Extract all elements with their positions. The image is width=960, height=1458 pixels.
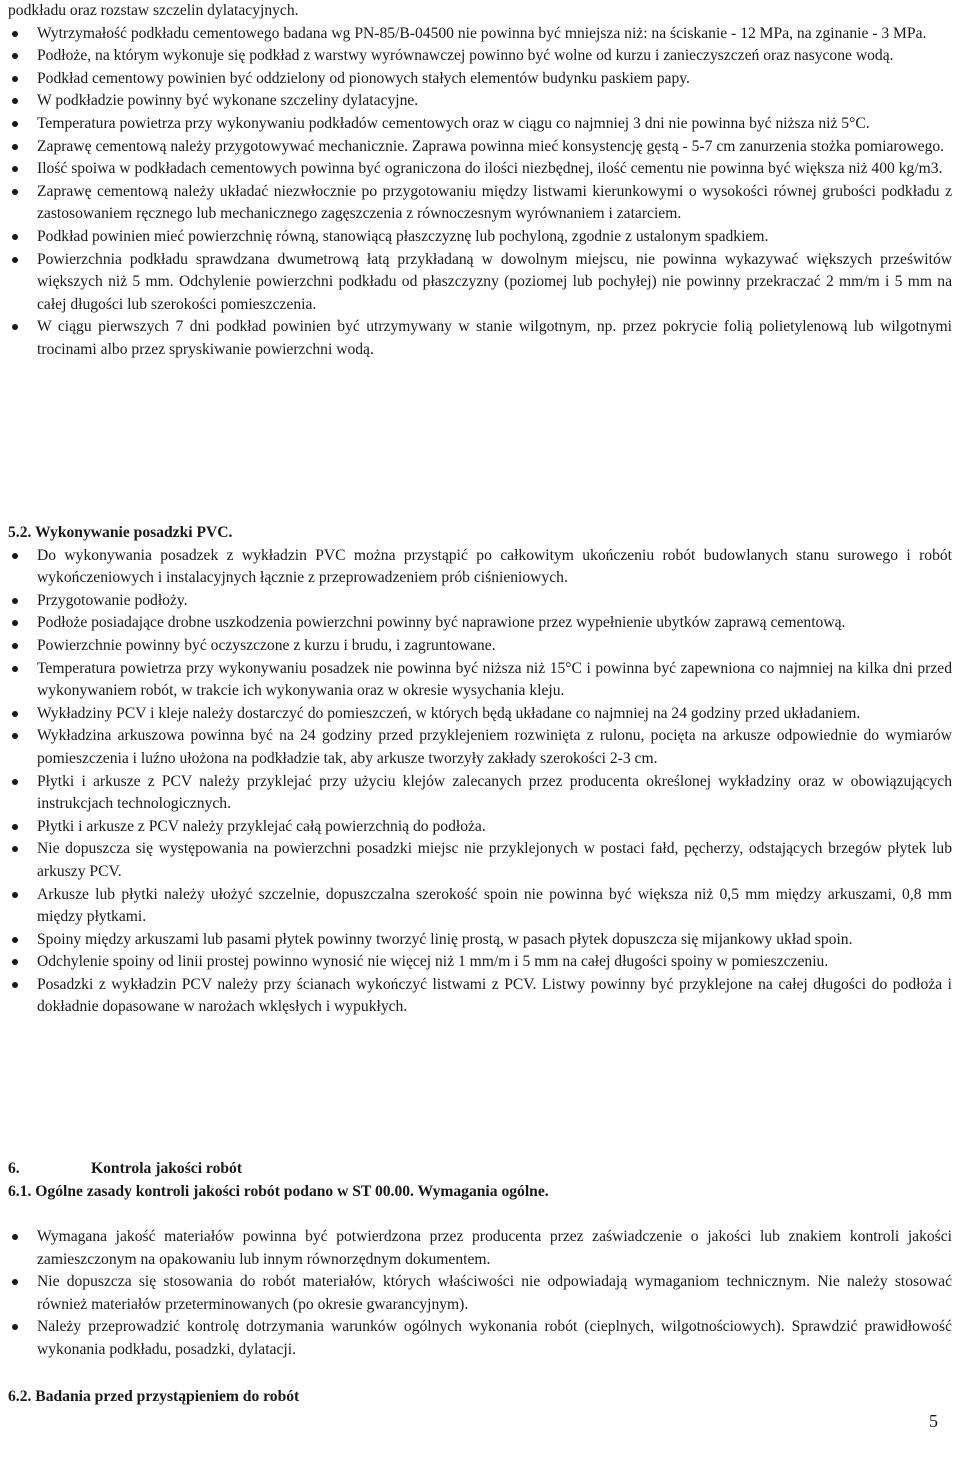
- bullet-icon: [12, 166, 18, 172]
- bullet-icon: [12, 892, 18, 898]
- bullet-icon: [12, 257, 18, 263]
- bullet-icon: [12, 937, 18, 943]
- list-item: Wytrzymałość podkładu cementowego badana wg PN-85/B-04500 nie powinna być mniejsza niż: na ściskanie - 12 MPa, na zginanie - 3 MPa.: [8, 23, 952, 46]
- list-item: Wykładziny PCV i kleje należy dostarczyć do pomieszczeń, w których będą układane co najmniej na 24 godziny przed układaniem.: [8, 703, 952, 726]
- list-item: Wykładzina arkuszowa powinna być na 24 godziny przed przyklejeniem rozwinięta z rulonu, pocięta na arkusze odpowiednie do wymiarów pomieszczenia i luźno ułożona na podkładzie tak, aby arkusze tworzyły zakłady szerokości 2-3 cm.: [8, 725, 952, 770]
- list-item: Zaprawę cementową należy przygotowywać mechanicznie. Zaprawa powinna mieć konsystencję gęstą - 5-7 cm zanurzenia stożka pomiarowego.: [8, 136, 952, 159]
- page-number: 5: [929, 1411, 938, 1431]
- sub-heading-6-1: 6.1. Ogólne zasady kontroli jakości robót podano w ST 00.00. Wymagania ogólne.: [8, 1182, 549, 1200]
- bullet-icon: [12, 959, 18, 965]
- list-item: Podkład powinien mieć powierzchnię równą, stanowiącą płaszczyznę lub pochyloną, zgodnie z ustalonym spadkiem.: [8, 226, 952, 249]
- list-item: Nie dopuszcza się stosowania do robót materiałów, których właściwości nie odpowiadają wymaganiom technicznym. Nie należy stosować również materiałów przeterminowanych (po okresie gwarancyjnym).: [8, 1271, 952, 1316]
- list-item: Podłoże posiadające drobne uszkodzenia powierzchni powinny być naprawione przez wypełnienie ubytków zaprawą cementową.: [8, 612, 952, 635]
- section-heading: 5.2. Wykonywanie posadzki PVC.: [8, 524, 233, 541]
- sub-heading-6-2: 6.2. Badania przed przystąpieniem do robót: [8, 1388, 300, 1405]
- list-item: Przygotowanie podłoży.: [8, 590, 952, 613]
- list-item: W ciągu pierwszych 7 dni podkład powinien być utrzymywany w stanie wilgotnym, np. przez pokrycie folią polietylenową lub wilgotnymi trocinami albo przez spryskiwanie powierzchni wodą.: [8, 316, 952, 361]
- section-a: [8, 0, 952, 362]
- list-item: Podłoże, na którym wykonuje się podkład z warstwy wyrównawczej powinno być wolne od kurzu i zanieczyszczeń oraz nasycone wodą.: [8, 45, 952, 68]
- bullet-icon: [12, 824, 18, 830]
- bullet-icon: [12, 1279, 18, 1285]
- bullet-icon: [12, 76, 18, 82]
- section-5-2: [8, 522, 952, 1019]
- list-item: Podkład cementowy powinien być oddzielony od pionowych stałych elementów budynku paskiem papy.: [8, 68, 952, 91]
- bullet-icon: [12, 643, 18, 649]
- list-item: Spoiny między arkuszami lub pasami płytek powinny tworzyć linię prostą, w pasach płytek dopuszcza się mijankowy układ spoin.: [8, 929, 952, 952]
- list-item: Odchylenie spoiny od linii prostej powinno wynosić nie więcej niż 1 mm/m i 5 mm na całej długości spoiny w pomieszczeniu.: [8, 951, 952, 974]
- bullet-icon: [12, 53, 18, 59]
- section-heading-6: 6. Kontrola jakości robót: [8, 1160, 243, 1177]
- list-item: W podkładzie powinny być wykonane szczeliny dylatacyjne.: [8, 90, 952, 113]
- bullet-icon: [12, 733, 18, 739]
- bullet-list-a: [8, 23, 952, 362]
- list-item: Powierzchnia podkładu sprawdzana dwumetrową łatą przykładaną w dowolnym miejscu, nie powinna wykazywać większych prześwitów większych niż 5 mm. Odchylenie powierzchni podkładu od płaszczyzny (poziomej lub pochyłej) nie powinny przekraczać 2 mm/m i 5 mm na całej długości lub szerokości pomieszczenia.: [8, 249, 952, 317]
- list-item: Posadzki z wykładzin PCV należy przy ścianach wykończyć listwami z PCV. Listwy powinny być przyklejone na całej długości do podłoża i dokładnie dopasowane w narożach wklęsłych i wypukłych.: [8, 974, 952, 1019]
- list-item: Temperatura powietrza przy wykonywaniu podkładów cementowych oraz w ciągu co najmniej 3 dni nie powinna być niższa niż 5°C.: [8, 113, 952, 136]
- list-item: Płytki i arkusze z PCV należy przyklejać przy użyciu klejów zalecanych przez producenta określonej wykładziny oraz w obowiązujących instrukcjach technologicznych.: [8, 771, 952, 816]
- list-item: Wymagana jakość materiałów powinna być potwierdzona przez producenta przez zaświadczenie o jakości lub znakiem kontroli jakości zamieszczonym na opakowaniu lub innym równorzędnym dokumentem.: [8, 1226, 952, 1271]
- bullet-icon: [12, 189, 18, 195]
- list-item: Arkusze lub płytki należy ułożyć szczelnie, dopuszczalna szerokość spoin nie powinna być większa niż 0,5 mm między arkuszami, 0,8 mm między płytkami.: [8, 884, 952, 929]
- list-item: Zaprawę cementową należy układać niezwłocznie po przygotowaniu między listwami kierunkowymi o wysokości równej grubości podkładu z zastosowaniem ręcznego lub mechanicznego zagęszczenia z równoczesnym wyrównaniem i zatarciem.: [8, 181, 952, 226]
- list-item: Płytki i arkusze z PCV należy przyklejać całą powierzchnią do podłoża.: [8, 816, 952, 839]
- bullet-icon: [12, 982, 18, 988]
- list-item: Ilość spoiwa w podkładach cementowych powinna być ograniczona do ilości niezbędnej, ilość cementu nie powinna być większa niż 400 kg/m3.: [8, 158, 952, 181]
- bullet-icon: [12, 31, 18, 37]
- list-item: Powierzchnie powinny być oczyszczone z kurzu i brudu, i zagruntowane.: [8, 635, 952, 658]
- bullet-list-5-2: [8, 545, 952, 1019]
- list-item: Należy przeprowadzić kontrolę dotrzymania warunków ogólnych wykonania robót (cieplnych, wilgotnościowych). Sprawdzić prawidłowość wykonania podkładu, posadzki, dylatacji.: [8, 1316, 952, 1361]
- list-item: Do wykonywania posadzek z wykładzin PVC można przystąpić po całkowitym ukończeniu robót budowlanych stanu surowego i robót wykończeniowych i instalacyjnych łącznie z przeprowadzeniem prób ciśnieniowych.: [8, 545, 952, 590]
- list-item: Temperatura powietrza przy wykonywaniu posadzek nie powinna być niższa niż 15°C i powinna być zapewniona co najmniej na kilka dni przed wykonywaniem robót, w trakcie ich wykonywania oraz w okresie wysychania kleju.: [8, 658, 952, 703]
- bullet-list-6-1: [8, 1226, 952, 1362]
- bullet-icon: [12, 144, 18, 150]
- bullet-icon: [12, 598, 18, 604]
- section-6: [8, 1158, 952, 1203]
- bullet-icon: [12, 711, 18, 717]
- bullet-icon: [12, 779, 18, 785]
- bullet-icon: [12, 234, 18, 240]
- bullet-icon: [12, 846, 18, 852]
- bullet-icon: [12, 1324, 18, 1330]
- bullet-icon: [12, 1234, 18, 1240]
- bullet-icon: [12, 324, 18, 330]
- bullet-icon: [12, 553, 18, 559]
- bullet-icon: [12, 98, 18, 104]
- section-6-1-list: [8, 1226, 952, 1362]
- bullet-icon: [12, 121, 18, 127]
- list-item: Nie dopuszcza się występowania na powierzchni posadzki miejsc nie przyklejonych w postaci fałd, pęcherzy, odstających brzegów płytek lub arkuszy PCV.: [8, 838, 952, 883]
- section-6-2: [8, 1386, 952, 1409]
- continuation-text: podkładu oraz rozstaw szczelin dylatacyjnych.: [8, 2, 299, 19]
- bullet-icon: [12, 666, 18, 672]
- bullet-icon: [12, 620, 18, 626]
